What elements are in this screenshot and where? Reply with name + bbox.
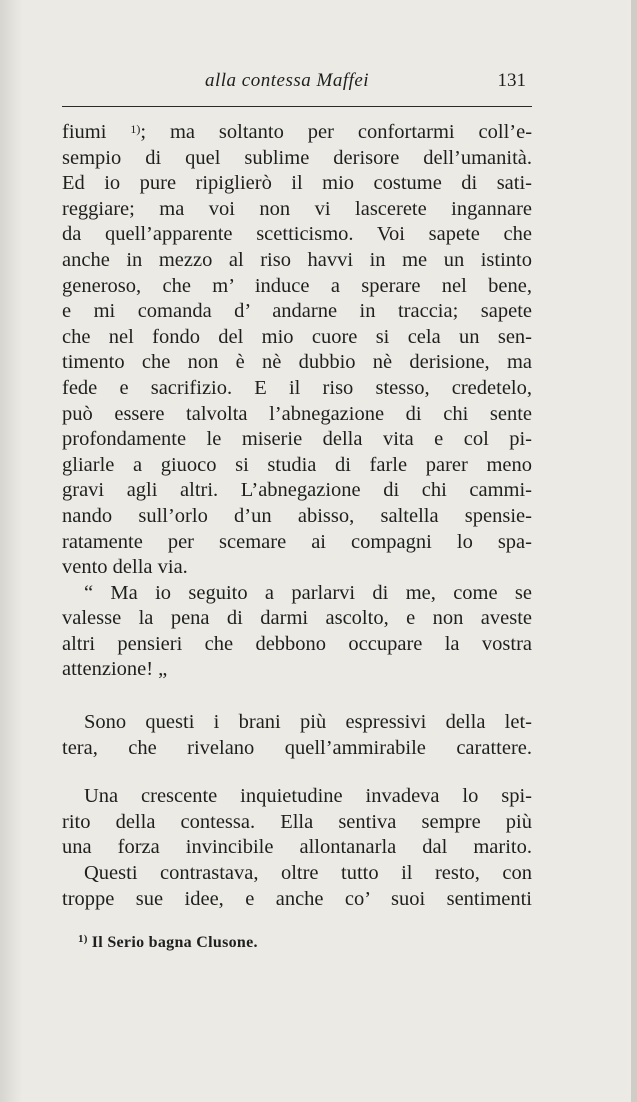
- paragraph-gap: [62, 683, 532, 710]
- page-gutter-shadow: [0, 0, 22, 1102]
- text-line: può essere talvolta l’abnegazione di chi sente: [62, 402, 532, 425]
- text-line: attenzione! „: [62, 658, 168, 681]
- text-line: Ed io pure ripiglierò il mio costume di sati-: [62, 172, 532, 195]
- text-line: generoso, che m’ induce a sperare nel bene,: [62, 274, 532, 297]
- text-line: e mi comanda d’ andarne in traccia; sapete: [62, 300, 532, 323]
- text-line: valesse la pena di darmi ascolto, e non aveste: [62, 607, 532, 630]
- text-line: rito della contessa. Ella sentiva sempre più: [62, 810, 532, 833]
- text-line: timento che non è nè dubbio nè derisione, ma: [62, 351, 532, 374]
- text-line: tera, che rivelano quell’ammirabile carattere.: [62, 736, 532, 759]
- text-line: “ Ma io seguito a parlarvi di me, come se: [84, 581, 532, 604]
- footnote-mark: 1): [78, 933, 88, 945]
- text-line: sempio di quel sublime derisore dell’umanità.: [62, 146, 532, 169]
- text-line: una forza invincibile allontanarla dal marito.: [62, 836, 532, 859]
- text-line: Sono questi i brani più espressivi della let-: [84, 711, 532, 734]
- first-word: fiumi: [62, 121, 107, 143]
- paragraph-gap: [62, 761, 532, 784]
- text-line: ratamente per scemare ai compagni lo spa-: [62, 530, 532, 553]
- header-rule: [62, 106, 532, 107]
- text-line: fede e sacrifizio. E il riso stesso, credetelo,: [62, 376, 532, 399]
- footnote-reference[interactable]: 1): [130, 122, 141, 136]
- text-line: gravi agli altri. L’abnegazione di chi cammi-: [62, 479, 532, 502]
- running-title: alla contessa Maffei: [205, 70, 370, 91]
- text-line: troppe sue idee, e anche co’ suoi sentimenti: [62, 887, 532, 910]
- text-line: da quell’apparente scetticismo. Voi sapete che: [62, 223, 532, 246]
- text-line: altri pensieri che debbono occupare la vostra: [62, 632, 532, 655]
- text-line: Questi contrastava, oltre tutto il resto, con: [84, 862, 532, 885]
- text-line: nando sull’orlo d’un abisso, saltella spensie-: [62, 504, 532, 527]
- text-line: che nel fondo del mio cuore si cela un sen-: [62, 325, 532, 348]
- text-line: anche in mezzo al riso havvi in me un istinto: [62, 248, 532, 271]
- text-line: [62, 120, 532, 146]
- text-line: Una crescente inquietudine invadeva lo spi-: [84, 785, 532, 808]
- body-text: [62, 120, 532, 912]
- page-edge: [631, 0, 637, 1102]
- text-line: vento della via.: [62, 556, 188, 579]
- text-line: profondamente le miserie della vita e col pi-: [62, 428, 532, 451]
- line-rest: ma soltanto per confortarmi coll’e-: [169, 121, 533, 143]
- punctuation: ;: [140, 121, 147, 143]
- footnote-text: Il Serio bagna Clusone.: [91, 934, 258, 951]
- text-line: reggiare; ma voi non vi lascerete ingannare: [62, 197, 532, 220]
- page-number: 131: [497, 70, 526, 91]
- running-header: [60, 68, 530, 98]
- text-line: gliarle a giuoco si studia di farle parer meno: [62, 453, 532, 476]
- footnote: [78, 934, 258, 952]
